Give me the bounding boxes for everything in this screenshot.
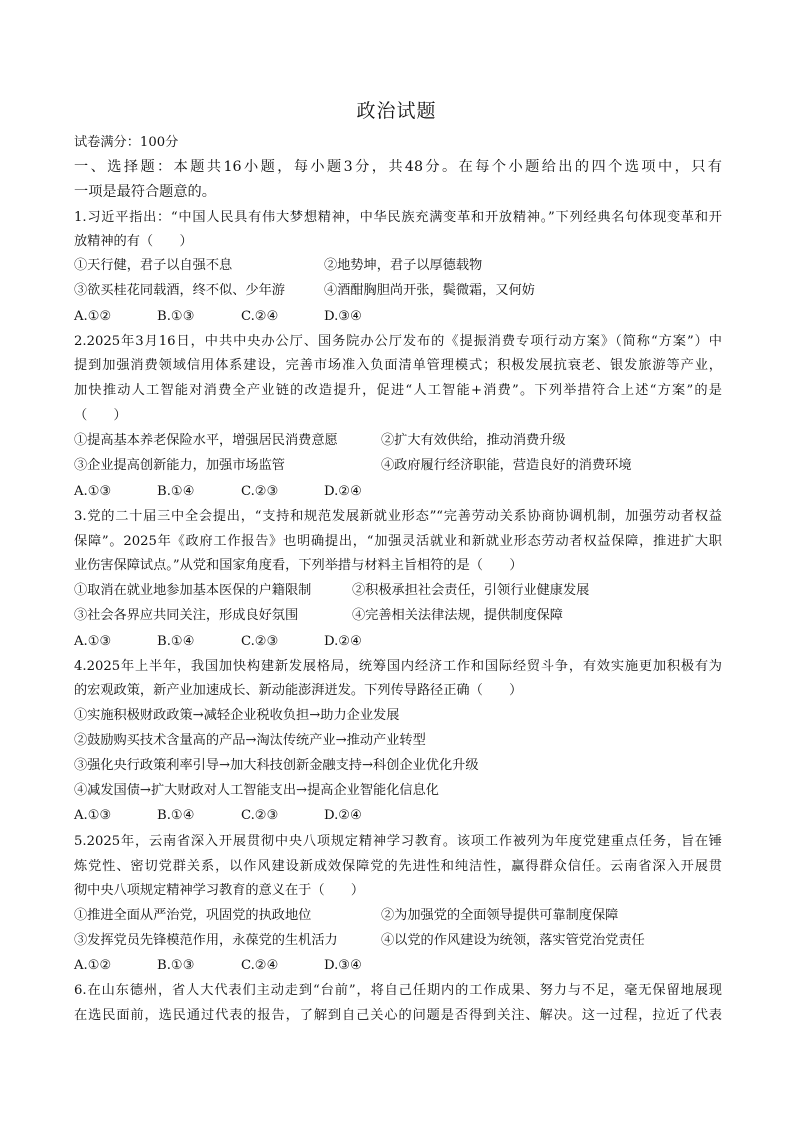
q5-stem-line2: 炼党性、密切党群关系，以作风建设新成效保障党的先进性和纯洁性，赢得群众信任。云南省深入开展贯 bbox=[74, 859, 722, 874]
q4-choice-d: D.②④ bbox=[324, 808, 362, 823]
q2-choice-c: C.②③ bbox=[241, 484, 279, 499]
q1-choice-b: B.①③ bbox=[157, 309, 195, 324]
q2-stem-line3: 加快推动人工智能对消费全产业链的改造提升，促进“人工智能+消费”。下列举措符合上述“方案”的是 bbox=[74, 383, 722, 398]
q4-choice-c: C.②③ bbox=[241, 808, 279, 823]
q2-item-1: ①提高基本养老保险水平，增强居民消费意愿 bbox=[74, 433, 338, 448]
q4-stem-line2: 的宏观政策，新产业加速成长、新动能澎湃迸发。下列传导路径正确（ ） bbox=[74, 683, 523, 698]
q6-stem-line2: 在选民面前，选民通过代表的报告，了解到自己关心的问题是否得到关注、解决。这一过程，拉近了代表 bbox=[74, 1008, 722, 1023]
q5-stem-line3: 彻中央八项规定精神学习教育的意义在于（ ） bbox=[74, 883, 365, 898]
q3-choice-d: D.②④ bbox=[324, 634, 362, 649]
q2-stem-line2: 提到加强消费领域信用体系建设，完善市场准入负面清单管理模式；积极发展抗衰老、银发旅游等产业， bbox=[74, 358, 722, 373]
q3-stem-line1: 3.党的二十届三中全会提出，“支持和规范发展新就业形态”“完善劳动关系协商协调机制，加强劳动者权益 bbox=[74, 509, 722, 524]
q3-item-2: ②积极承担社会责任，引领行业健康发展 bbox=[352, 583, 590, 598]
q6-stem-line1: 6.在山东德州，省人大代表们主动走到“台前”，将自己任期内的工作成果、努力与不足，毫无保留地展现 bbox=[74, 983, 722, 998]
q2-item-2: ②扩大有效供给，推动消费升级 bbox=[381, 433, 566, 448]
q3-stem-line2: 保障”。2025年《政府工作报告》也明确提出，“加强灵活就业和新就业形态劳动者权益保障，推进扩大职 bbox=[74, 534, 722, 549]
q1-item-2: ②地势坤，君子以厚德载物 bbox=[324, 258, 483, 273]
q2-stem-line4: （ ） bbox=[74, 408, 127, 423]
q2-item-3: ③企业提高创新能力，加强市场监管 bbox=[74, 458, 285, 473]
q3-choice-a: A.①③ bbox=[74, 634, 112, 649]
q4-choice-b: B.①④ bbox=[157, 808, 195, 823]
q5-item-3: ③发挥党员先锋模范作用，永葆党的生机活力 bbox=[74, 933, 338, 948]
q2-choice-b: B.①④ bbox=[157, 484, 195, 499]
q4-item-3: ③强化央行政策利率引导→加大科技创新金融支持→科创企业优化升级 bbox=[74, 758, 479, 773]
q5-choice-c: C.②④ bbox=[241, 958, 279, 973]
q5-choice-d: D.③④ bbox=[324, 958, 362, 973]
q5-choice-a: A.①② bbox=[74, 958, 112, 973]
q3-item-4: ④完善相关法律法规，提供制度保障 bbox=[352, 608, 563, 623]
q3-item-1: ①取消在就业地参加基本医保的户籍限制 bbox=[74, 583, 312, 598]
q3-stem-line3: 业伤害保障试点。”从党和国家角度看，下列举措与材料主旨相符的是（ ） bbox=[74, 558, 523, 573]
q3-choice-c: C.②③ bbox=[241, 634, 279, 649]
section-heading-line1: 一、选择题：本题共16小题，每小题3分，共48分。在每个小题给出的四个选项中，只有 bbox=[74, 159, 722, 175]
q2-item-4: ④政府履行经济职能，营造良好的消费环境 bbox=[381, 458, 632, 473]
q1-item-3: ③欲买桂花同载酒，终不似、少年游 bbox=[74, 283, 285, 298]
section-heading-line2: 一项是最符合题意的。 bbox=[74, 184, 216, 200]
q4-item-4: ④减发国债→扩大财政对人工智能支出→提高企业智能化信息化 bbox=[74, 783, 439, 798]
q2-choice-a: A.①③ bbox=[74, 484, 112, 499]
q5-item-1: ①推进全面从严治党，巩固党的执政地位 bbox=[74, 908, 312, 923]
q4-item-1: ①实施积极财政政策→减轻企业税收负担→助力企业发展 bbox=[74, 708, 400, 723]
q4-stem-line1: 4.2025年上半年，我国加快构建新发展格局，统筹国内经济工作和国际经贸斗争，有效实施更加积极有为 bbox=[74, 659, 722, 674]
q5-item-2: ②为加强党的全面领导提供可靠制度保障 bbox=[381, 908, 619, 923]
q1-item-4: ④酒酣胸胆尚开张，鬓微霜，又何妨 bbox=[324, 283, 535, 298]
q3-item-3: ③社会各界应共同关注，形成良好氛围 bbox=[74, 608, 299, 623]
q4-item-2: ②鼓励购买技术含量高的产品→淘汰传统产业→推动产业转型 bbox=[74, 733, 426, 748]
q2-choice-d: D.②④ bbox=[324, 484, 362, 499]
q1-stem-line1: 1.习近平指出：“中国人民具有伟大梦想精神，中华民族充满变革和开放精神。”下列经典名句体现变革和开 bbox=[74, 210, 722, 225]
q5-choice-b: B.①③ bbox=[157, 958, 195, 973]
page-title: 政治试题 bbox=[356, 100, 437, 122]
q1-choice-a: A.①② bbox=[74, 309, 112, 324]
full-score: 试卷满分：100分 bbox=[74, 135, 179, 150]
q4-choice-a: A.①③ bbox=[74, 808, 112, 823]
q5-stem-line1: 5.2025年，云南省深入开展贯彻中央八项规定精神学习教育。该项工作被列为年度党建重点任务，旨在锤 bbox=[74, 834, 722, 849]
q5-item-4: ④以党的作风建设为统领，落实管党治党责任 bbox=[381, 933, 645, 948]
q1-stem-line2: 放精神的有（ ） bbox=[74, 234, 193, 249]
q2-stem-line1: 2.2025年3月16日，中共中央办公厅、国务院办公厅发布的《提振消费专项行动方案》（简称“方案”）中 bbox=[74, 334, 722, 349]
q1-choice-d: D.③④ bbox=[324, 309, 362, 324]
q1-choice-c: C.②④ bbox=[241, 309, 279, 324]
q3-choice-b: B.①④ bbox=[157, 634, 195, 649]
q1-item-1: ①天行健，君子以自强不息 bbox=[74, 258, 233, 273]
